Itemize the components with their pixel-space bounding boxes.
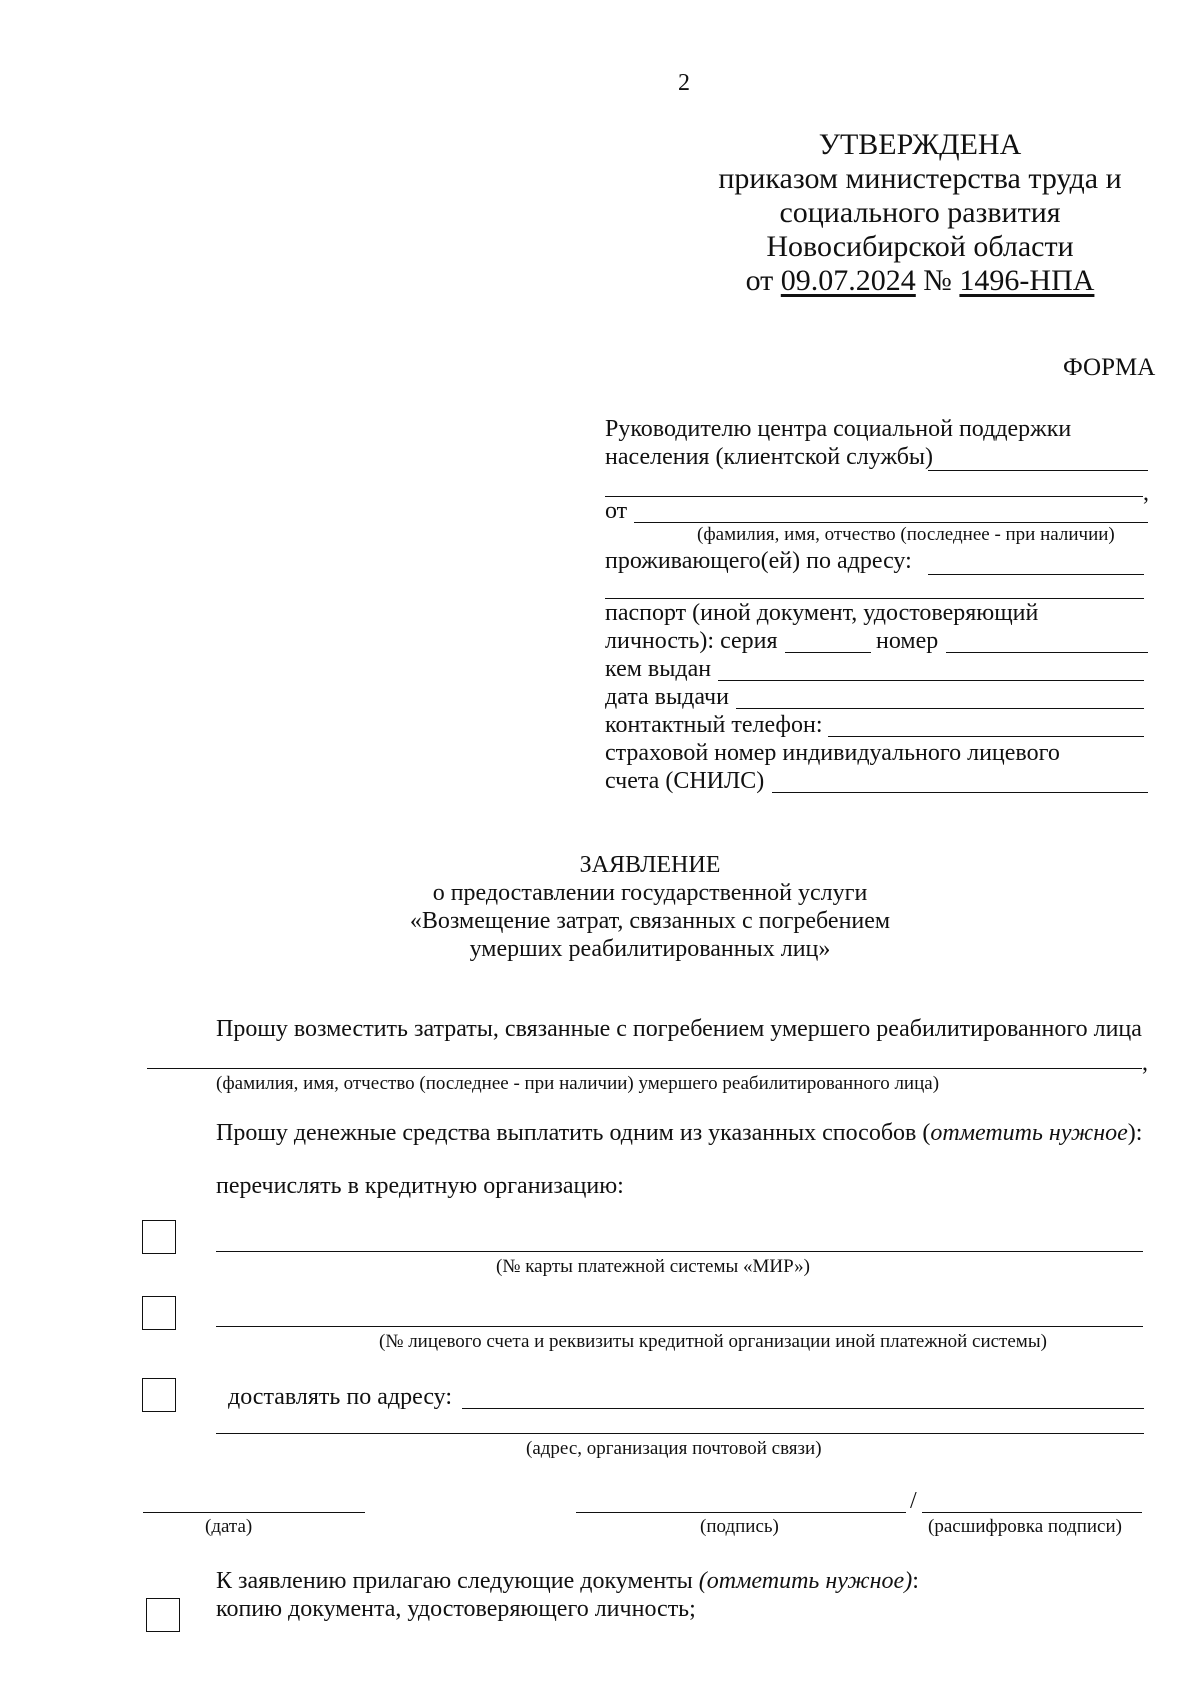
snils-field[interactable] (772, 792, 1148, 793)
passport-series-label: личность): серия (605, 628, 778, 654)
addressee-name-field-line[interactable] (928, 470, 1148, 471)
other-account-checkbox[interactable] (142, 1296, 176, 1330)
mir-card-hint: (№ карты платежной системы «МИР») (496, 1256, 810, 1277)
issued-by-field[interactable] (718, 680, 1144, 681)
issue-date-label: дата выдачи (605, 684, 729, 710)
deceased-fio-hint: (фамилия, имя, отчество (последнее - при наличии) умершего реабилитированного лица) (216, 1073, 940, 1094)
approval-heading: УТВЕРЖДЕНА (818, 128, 1022, 161)
payment-method-italic: отметить нужное (930, 1120, 1128, 1146)
delivery-checkbox[interactable] (142, 1378, 176, 1412)
passport-number-field[interactable] (946, 652, 1148, 653)
approval-line-1: приказом министерства труда и (718, 162, 1122, 195)
attachments-prefix: К заявлению прилагаю следующие документы (216, 1568, 699, 1594)
signature-hint: (подпись) (700, 1516, 779, 1537)
applicant-address-line-2[interactable] (605, 598, 1144, 599)
residing-label: проживающего(ей) по адресу: (605, 548, 912, 574)
from-label: от (605, 498, 628, 524)
issued-by-label: кем выдан (605, 656, 712, 682)
mir-card-checkbox[interactable] (142, 1220, 176, 1254)
approval-line-2: социального развития (779, 196, 1061, 229)
statement-title: ЗАЯВЛЕНИЕ (579, 852, 721, 878)
payment-method-prefix: Прошу денежные средства выплатить одним из указанных способов ( (216, 1120, 931, 1146)
snils-line-1: страховой номер индивидуального лицевого (605, 740, 1060, 766)
signature-decode-field[interactable] (922, 1512, 1142, 1513)
delivery-address-field-2[interactable] (216, 1433, 1144, 1434)
delivery-address-hint: (адрес, организация почтовой связи) (526, 1438, 822, 1459)
addressee-line-2: населения (клиентской службы) (605, 444, 934, 470)
date-field[interactable] (143, 1512, 365, 1513)
approval-number-sign: № (923, 264, 952, 297)
statement-subtitle-2: «Возмещение затрат, связанных с погребением (409, 908, 891, 934)
attachments-intro (216, 1568, 919, 1595)
applicant-fio-line[interactable] (634, 522, 1148, 523)
addressee-line-1: Руководителю центра социальной поддержки (605, 416, 1072, 442)
addressee-name-field-line-2[interactable] (605, 496, 1143, 497)
attachment-id-checkbox[interactable] (146, 1598, 180, 1632)
approval-number: 1496-НПА (959, 264, 1095, 297)
attachments-suffix: : (912, 1568, 919, 1594)
approval-line-3: Новосибирской области (766, 230, 1074, 263)
delivery-address-field[interactable] (462, 1408, 1144, 1409)
signature-decode-hint: (расшифровка подписи) (928, 1516, 1122, 1537)
payment-method-text (216, 1120, 1142, 1147)
approval-date-prefix: от (745, 264, 774, 297)
delivery-label: доставлять по адресу: (228, 1384, 453, 1410)
attachments-italic: (отметить нужное) (698, 1568, 913, 1594)
addressee-comma: , (1143, 480, 1149, 506)
page-number: 2 (678, 70, 690, 96)
mir-card-field[interactable] (216, 1251, 1143, 1252)
snils-label: счета (СНИЛС) (605, 768, 765, 794)
issue-date-field[interactable] (736, 708, 1144, 709)
deceased-fio-field[interactable] (147, 1068, 1142, 1069)
phone-field[interactable] (828, 736, 1144, 737)
other-account-hint: (№ лицевого счета и реквизиты кредитной организации иной платежной системы) (379, 1331, 1047, 1352)
deceased-comma: , (1142, 1050, 1148, 1076)
statement-subtitle-3: умерших реабилитированных лиц» (469, 936, 831, 962)
request-text: Прошу возместить затраты, связанные с погребением умершего реабилитированного лица (216, 1016, 1142, 1042)
attachment-id-label: копию документа, удостоверяющего личность; (216, 1596, 696, 1622)
phone-label: контактный телефон: (605, 712, 823, 738)
date-hint: (дата) (205, 1516, 253, 1537)
form-label: ФОРМА (1063, 354, 1156, 381)
passport-series-field[interactable] (785, 652, 871, 653)
transfer-label: перечислять в кредитную организацию: (216, 1173, 624, 1199)
signature-field[interactable] (576, 1512, 906, 1513)
other-account-field[interactable] (216, 1326, 1143, 1327)
payment-method-suffix: ): (1127, 1120, 1143, 1146)
approval-date: 09.07.2024 (780, 264, 916, 297)
signature-slash: / (910, 1488, 917, 1514)
applicant-fio-hint: (фамилия, имя, отчество (последнее - при наличии) (697, 524, 1115, 545)
approval-order-line (700, 264, 1140, 298)
passport-number-label: номер (876, 628, 939, 654)
passport-line-1: паспорт (иной документ, удостоверяющий (605, 600, 1039, 626)
applicant-address-line[interactable] (928, 574, 1144, 575)
statement-subtitle-1: о предоставлении государственной услуги (432, 880, 868, 906)
